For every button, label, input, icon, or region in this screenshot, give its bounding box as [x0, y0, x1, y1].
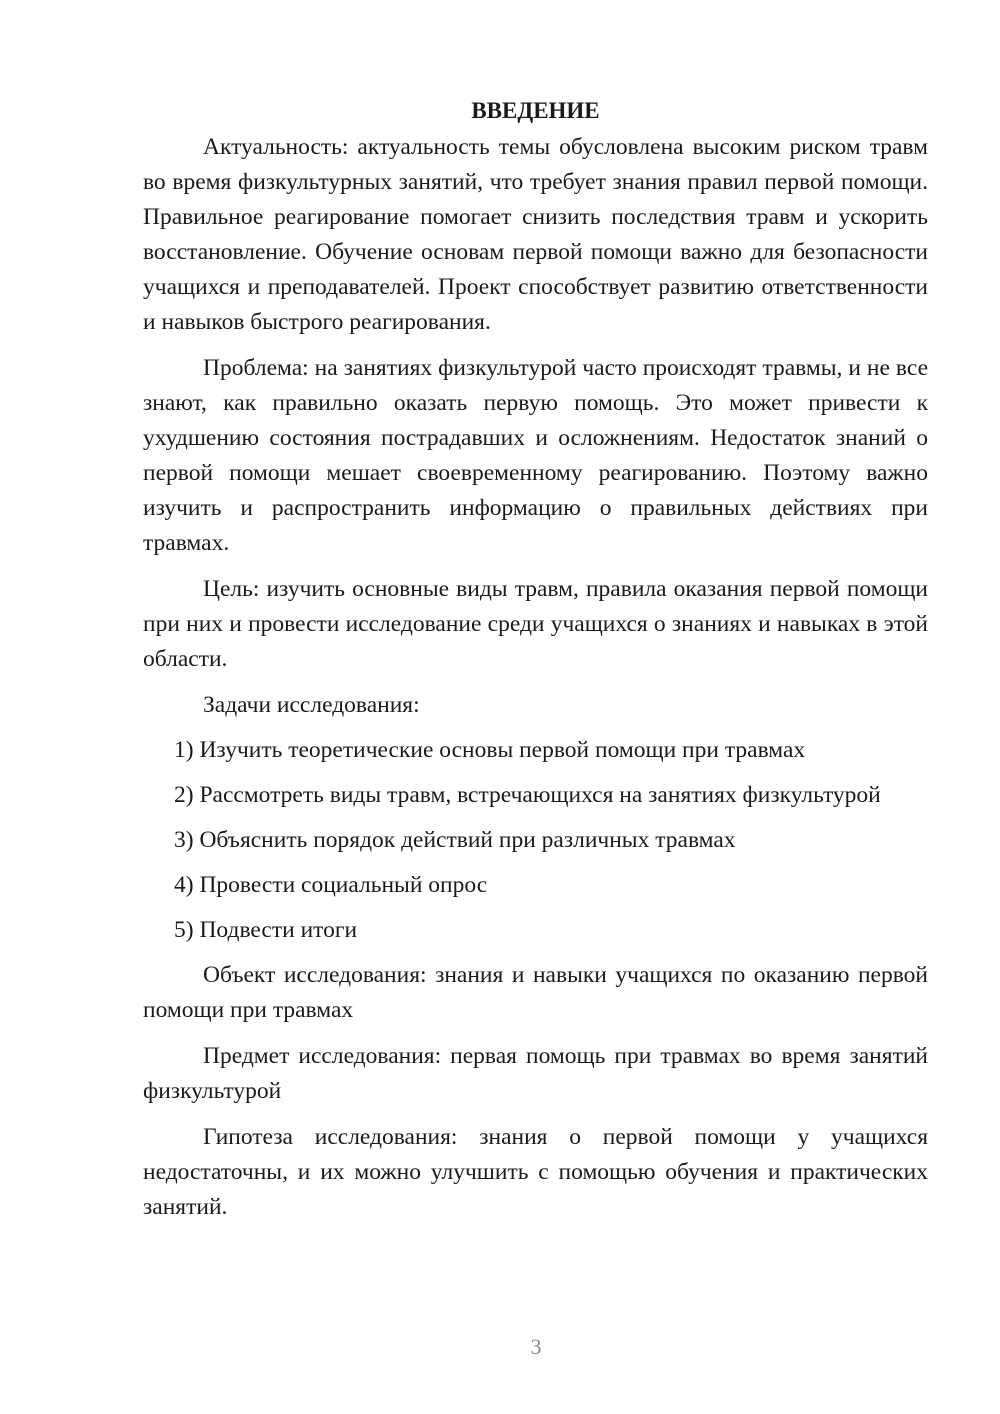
task-list — [143, 733, 928, 948]
paragraph-subject: Предмет исследования: первая помощь при травмах во время занятий физкультурой — [143, 1043, 928, 1104]
paragraph-relevance: Актуальность: актуальность темы обусловлена высоким риском травм во время физкультурных занятий, что требует знания правил первой помощи. Правильное реагирование помогает снизить последствия травм и ускорить восстановление. Обучение основам первой помощи важно для безопасности учащихся и преподавателей. Проект способствует развитию ответственности и навыков быстрого реагирования. — [143, 134, 928, 335]
paragraph-object: Объект исследования: знания и навыки учащихся по оказанию первой помощи при травмах — [143, 962, 928, 1023]
document-body — [143, 92, 928, 1225]
task-item: 1) Изучить теоретические основы первой помощи при травмах — [174, 737, 806, 763]
task-item: 4) Провести социальный опрос — [174, 872, 488, 898]
task-item: 2) Рассмотреть виды травм, встречающихся на занятиях физкультурой — [174, 782, 881, 808]
paragraph-goal: Цель: изучить основные виды травм, правила оказания первой помощи при них и провести исследование среди учащихся о знаниях и навыках в этой области. — [143, 576, 928, 672]
paragraph-problem: Проблема: на занятиях физкультурой часто происходят травмы, и не все знают, как правильно оказать первую помощь. Это может привести к ухудшению состояния пострадавших и осложнениям. Недостаток знаний о первой помощи мешает своевременному реагированию. Поэтому важно изучить и распространить информацию о правильных действиях при травмах. — [143, 355, 928, 556]
task-item: 3) Объяснить порядок действий при различных травмах — [174, 827, 736, 853]
document-title: ВВЕДЕНИЕ — [471, 98, 600, 123]
tasks-heading: Задачи исследования: — [203, 692, 420, 718]
task-item: 5) Подвести итоги — [174, 917, 358, 943]
page-number: 3 — [530, 1334, 542, 1359]
paragraph-hypothesis: Гипотеза исследования: знания о первой помощи у учащихся недостаточны, и их можно улучшить с помощью обучения и практических занятий. — [143, 1124, 928, 1220]
